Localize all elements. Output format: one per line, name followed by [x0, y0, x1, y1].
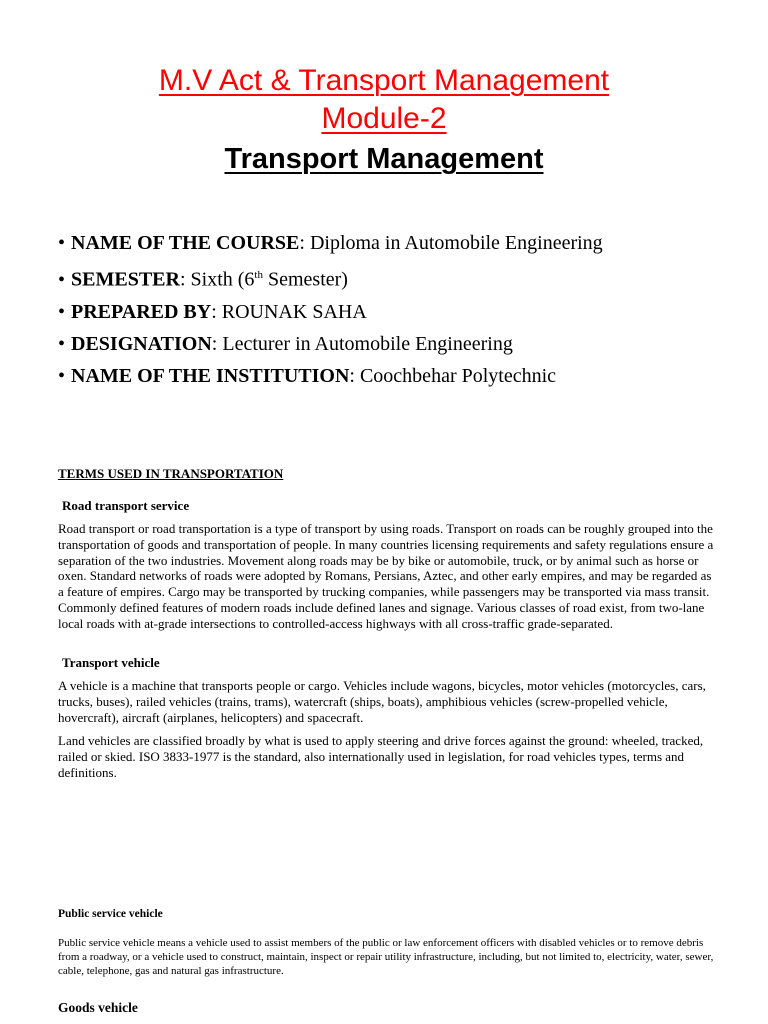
separator: : — [299, 232, 310, 254]
road-transport-heading: Road transport service — [62, 498, 190, 513]
course-info-label: NAME OF THE INSTITUTION — [71, 364, 350, 387]
section-heading: TERMS USED IN TRANSPORTATION — [58, 466, 284, 481]
transport-vehicle-paragraph-1: A vehicle is a machine that transports people or cargo. Vehicles include wagons, bicycles, motor vehicles (motorcycles, cars, trucks, buses), railed vehicles (trains, trams), watercraft (ships, boats), amphibious vehicles (screw-propelled vehicle, hovercraft), aircraft (airplanes, helicopters) and spacecraft. — [58, 678, 706, 725]
course-info-item — [58, 227, 603, 259]
document-subtitle: Transport Management — [224, 143, 544, 175]
transport-vehicle-paragraph-2: Land vehicles are classified broadly by what is used to apply steering and drive forces against the ground: wheeled, tracked, railed or skied. ISO 3833-1977 is the standard, also internationally used in legislation, for road vehicles types, terms and definitions. — [58, 733, 704, 780]
course-info-label: SEMESTER — [71, 268, 180, 291]
course-info-label: NAME OF THE COURSE — [71, 232, 300, 254]
public-service-vehicle-paragraph: Public service vehicle means a vehicle used to assist members of the public or law enforcement officers with disabled vehicles or to remove debris from a roadway, or a vehicle used to construct, maintain, inspect or repair utility infrastructure, including, but not limited to, electricity, water, sewer, cable, telephone, gas and natural gas infrastructure. — [58, 937, 714, 977]
course-info-item — [58, 296, 603, 328]
bullet-icon: • — [58, 332, 66, 355]
course-info-item — [58, 328, 603, 360]
goods-vehicle-heading: Goods vehicle — [58, 1000, 138, 1015]
public-service-vehicle-heading: Public service vehicle — [58, 908, 163, 920]
course-info-value: Coochbehar Polytechnic — [359, 364, 557, 387]
course-info-label: DESIGNATION — [71, 332, 212, 355]
separator: : — [211, 300, 222, 323]
course-info-value: Diploma in Automobile Engineering — [309, 232, 603, 254]
course-info-item — [58, 259, 603, 296]
course-info-value-suffix: Semester) — [262, 268, 348, 291]
course-info-value: ROUNAK SAHA — [221, 300, 367, 323]
superscript: th — [254, 269, 263, 281]
course-info-list — [58, 227, 603, 392]
separator: : — [179, 268, 191, 291]
separator: : — [211, 332, 223, 355]
course-info-value: Lecturer in Automobile Engineering — [222, 332, 513, 355]
bullet-icon: • — [58, 300, 66, 323]
road-transport-paragraph: Road transport or road transportation is a type of transport by using roads. Transport on roads can be roughly grouped into the transportation of goods and transportation of people. In many countries licensing requirements and safety regulations ensure a separation of the two industries. Movement along roads may be by bike or automobile, truck, or by animal such as horse or oxen. Standard networks of roads were adopted by Romans, Persians, Aztec, and other early empires, and may be regarded as a feature of empires. Cargo may be transported by trucking companies, while passengers may be transported via mass transit. Commonly defined features of modern roads include defined lanes and signage. Various classes of road exist, from two-lane local roads with at-grade intersections to controlled-access highways with all cross-traffic grade-separated. — [58, 521, 714, 631]
course-info-value: Sixth (6 — [190, 268, 255, 291]
document-title: M.V Act & Transport Management — [158, 64, 610, 97]
course-info-label: PREPARED BY — [71, 300, 212, 323]
bullet-icon: • — [58, 268, 66, 291]
module-title: Module-2 — [321, 102, 447, 135]
separator: : — [349, 364, 360, 387]
bullet-icon: • — [58, 364, 66, 387]
course-info-item — [58, 360, 603, 392]
bullet-icon: • — [58, 232, 66, 254]
transport-vehicle-heading: Transport vehicle — [62, 655, 160, 670]
